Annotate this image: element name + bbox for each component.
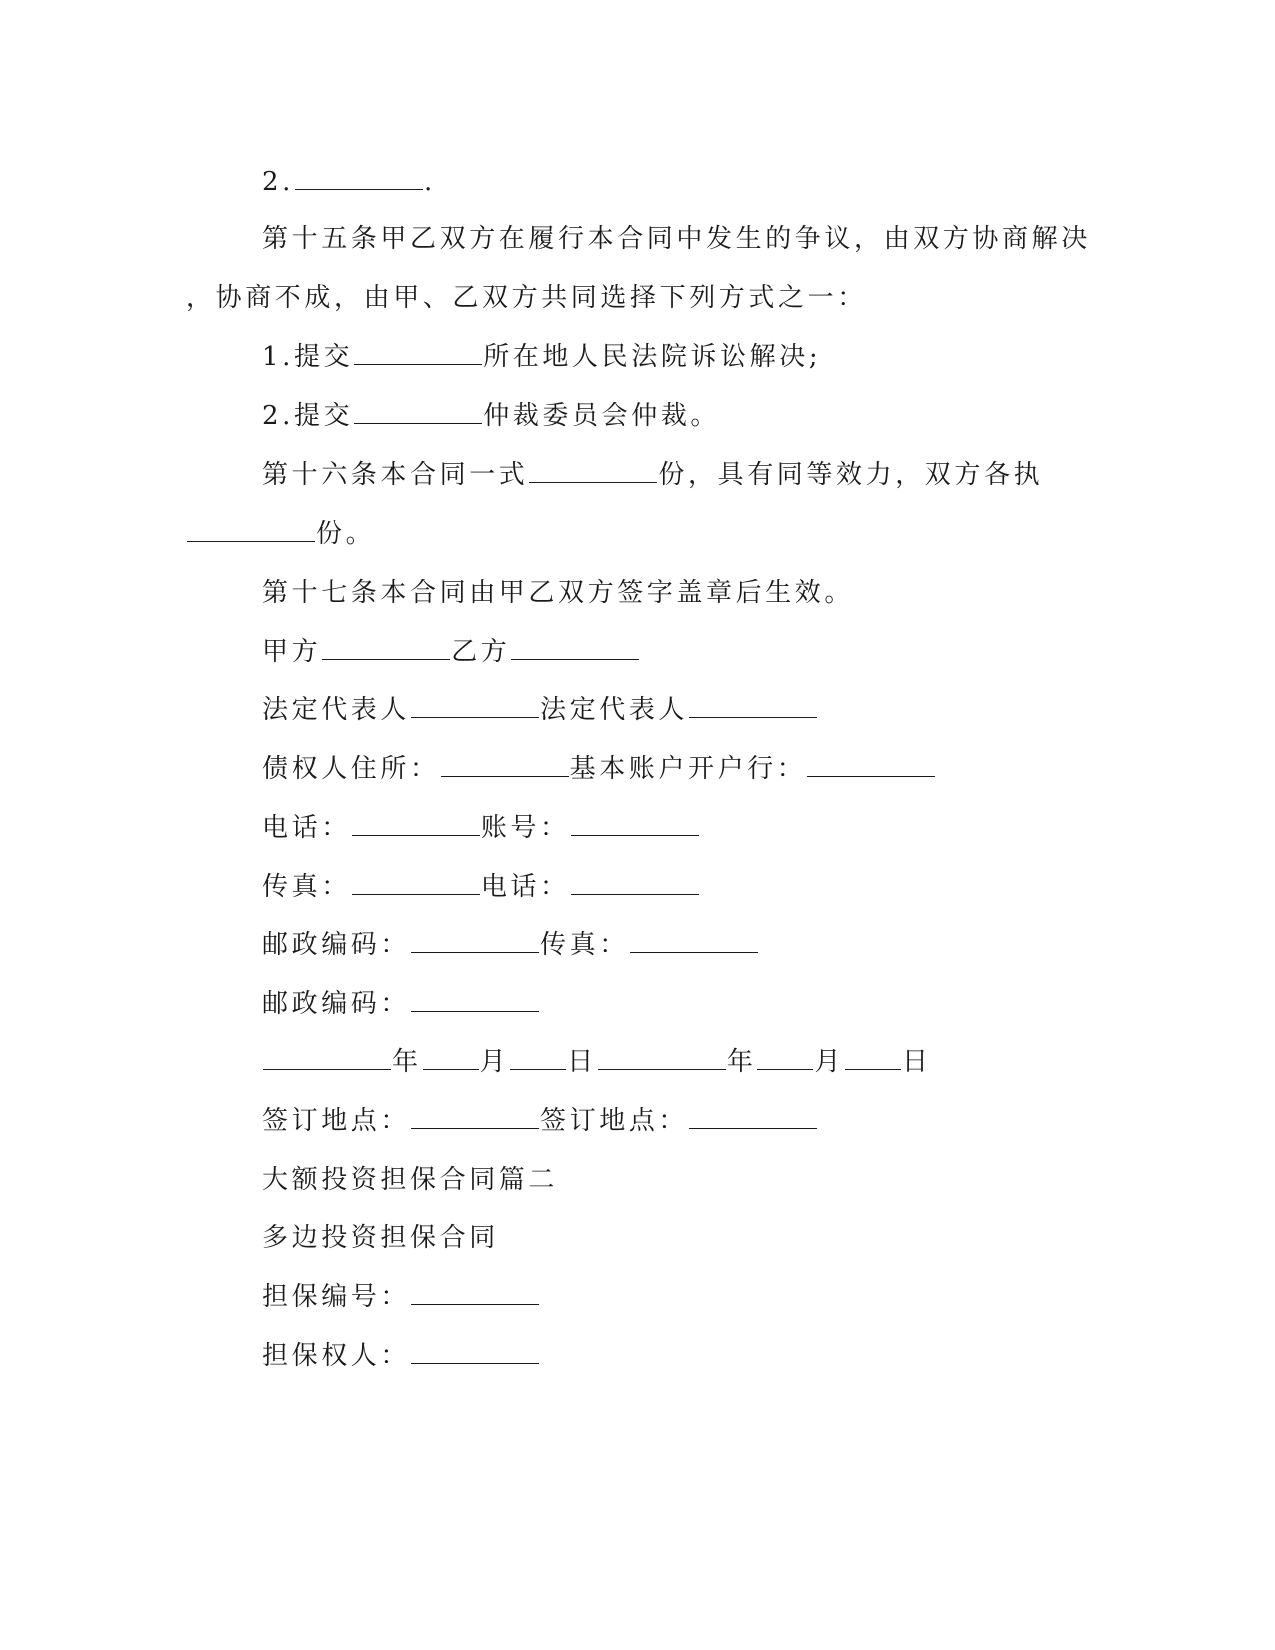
blank-court[interactable] <box>354 338 482 365</box>
blank-copies[interactable] <box>529 456 657 483</box>
blank-bank[interactable] <box>807 750 935 777</box>
address-line: 债权人住所： 基本账户开户行： <box>262 749 936 789</box>
guarantee-number-line: 担保编号： <box>262 1277 540 1317</box>
blank-day-b[interactable] <box>845 1043 901 1070</box>
blank-year-a[interactable] <box>263 1043 391 1070</box>
clause-item-2: 2. . <box>262 162 436 202</box>
signing-place-line: 签订地点： 签订地点： <box>262 1101 818 1141</box>
blank-guarantee-holder[interactable] <box>411 1337 539 1364</box>
article-16-line-2: 份。 <box>186 514 375 554</box>
blank-signing-place-b[interactable] <box>689 1102 817 1129</box>
blank-legal-rep-a[interactable] <box>411 691 539 718</box>
article-15-line-1: 第十五条甲乙双方在履行本合同中发生的争议，由双方协商解决 <box>262 224 1091 254</box>
blank-month-a[interactable] <box>423 1043 479 1070</box>
blank-postcode[interactable] <box>411 926 539 953</box>
blank-guarantee-number[interactable] <box>411 1278 539 1305</box>
blank-fax-b[interactable] <box>630 926 758 953</box>
section-title: 大额投资担保合同篇二 <box>262 1165 559 1195</box>
option-arbitration: 2.提交 仲裁委员会仲裁。 <box>262 396 720 436</box>
blank-line[interactable] <box>295 163 423 190</box>
blank-party-a[interactable] <box>322 633 450 660</box>
blank-copies-each[interactable] <box>187 515 315 542</box>
blank-legal-rep-b[interactable] <box>689 691 817 718</box>
blank-phone[interactable] <box>352 809 480 836</box>
blank-account[interactable] <box>571 809 699 836</box>
phone-account-line: 电话： 账号： <box>262 808 700 848</box>
blank-party-b[interactable] <box>511 633 639 660</box>
article-17: 第十七条本合同由甲乙双方签字盖章后生效。 <box>262 578 855 608</box>
party-line: 甲方 乙方 <box>262 632 640 672</box>
blank-signing-place-a[interactable] <box>411 1102 539 1129</box>
option-court: 1.提交 所在地人民法院诉讼解决; <box>262 337 821 377</box>
article-15-line-2: ，协商不成，由甲、乙双方共同选择下列方式之一： <box>186 283 867 313</box>
contract-title: 多边投资担保合同 <box>262 1223 499 1253</box>
fax-phone-line: 传真： 电话： <box>262 867 700 907</box>
blank-phone-b[interactable] <box>571 868 699 895</box>
postcode-line: 邮政编码： <box>262 984 540 1024</box>
legal-rep-line: 法定代表人 法定代表人 <box>262 690 818 730</box>
blank-creditor-address[interactable] <box>441 750 569 777</box>
blank-year-b[interactable] <box>598 1043 726 1070</box>
blank-arbitration[interactable] <box>354 397 482 424</box>
postcode-fax-line: 邮政编码： 传真： <box>262 925 759 965</box>
blank-day-a[interactable] <box>510 1043 566 1070</box>
date-line: 年 月 日 年 月 日 <box>262 1042 932 1082</box>
blank-postcode-b[interactable] <box>411 985 539 1012</box>
article-16-line-1: 第十六条本合同一式 份，具有同等效力，双方各执 <box>262 455 1043 495</box>
guarantee-holder-line: 担保权人： <box>262 1336 540 1376</box>
blank-fax[interactable] <box>352 868 480 895</box>
blank-month-b[interactable] <box>757 1043 813 1070</box>
